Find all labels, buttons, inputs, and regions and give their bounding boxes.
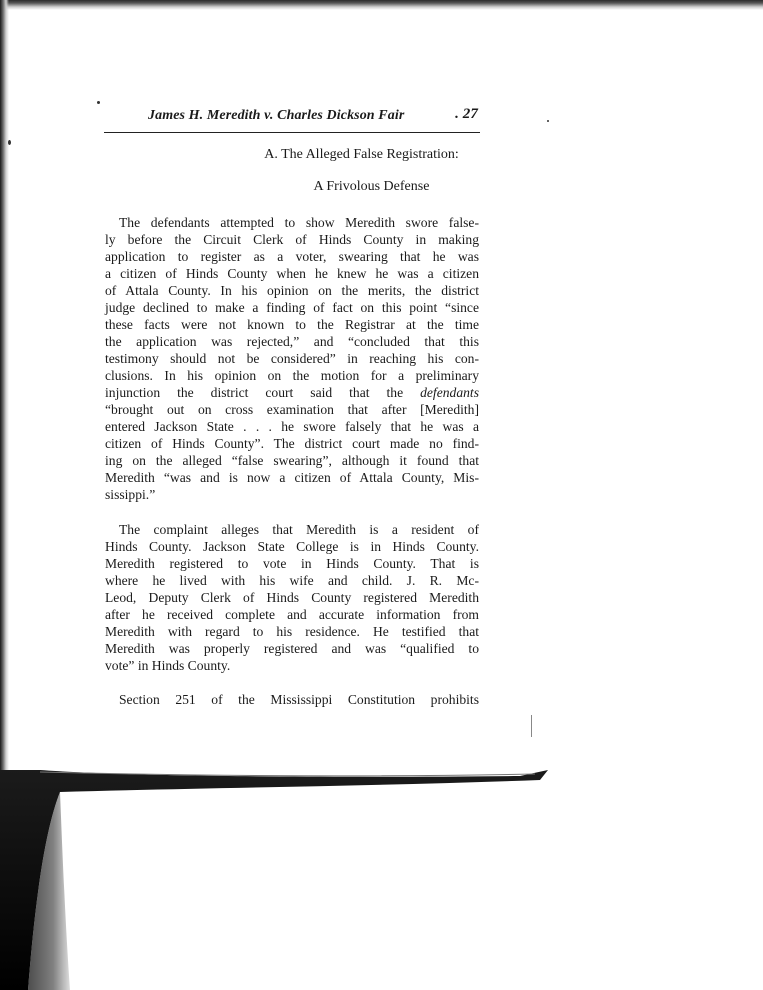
section-heading-text: A. The Alleged False Registration: [264, 147, 459, 162]
text-line: ly before the Circuit Clerk of Hinds County in making [105, 232, 479, 247]
running-header-title: James H. Meredith v. Charles Dickson Fair [148, 108, 405, 123]
scan-bottom-shadow [0, 770, 763, 990]
text-line: testimony should not be considered” in reaching his con- [105, 351, 479, 366]
scan-speck [547, 120, 549, 122]
text-line: The complaint alleges that Meredith is a resident of [119, 522, 479, 537]
text-line: Meredith was properly registered and was “qualified to [105, 641, 479, 656]
text-line-with-italic [105, 384, 479, 401]
text-line: a citizen of Hinds County when he knew he was a citizen [105, 266, 479, 281]
scan-speck [8, 140, 11, 145]
text-line: The defendants attempted to show Meredith swore false- [119, 215, 479, 230]
page-number: . 27 [455, 106, 478, 122]
text-line: Meredith with regard to his residence. He testified that [105, 624, 479, 639]
scan-left-edge [0, 0, 9, 780]
scan-speck [531, 715, 532, 737]
text-line: vote” in Hinds County. [105, 658, 231, 673]
text-line: after he received complete and accurate information from [105, 607, 479, 622]
scan-speck [97, 101, 100, 104]
text-line: sissippi.” [105, 487, 156, 502]
paragraph-false-registration [105, 214, 479, 503]
text-line: Hinds County. Jackson State College is in Hinds County. [105, 539, 479, 554]
subsection-heading-text: A Frivolous Defense [313, 179, 430, 194]
italic-word: defendants [420, 385, 479, 400]
text-line: these facts were not known to the Registrar at the time [105, 317, 479, 332]
text-line: Meredith registered to vote in Hinds County. That is [105, 556, 479, 571]
paragraph-complaint [105, 521, 479, 674]
text-line: Leod, Deputy Clerk of Hinds County registered Meredith [105, 590, 479, 605]
text-line: application to register as a voter, swearing that he was [105, 249, 479, 264]
section-heading [0, 147, 763, 163]
text-line: the application was rejected,” and “concluded that this [105, 334, 479, 349]
subsection-heading [0, 179, 763, 195]
scan-shadow-graphic [0, 770, 763, 990]
header-rule [104, 132, 480, 133]
text-line: judge declined to make a finding of fact on this point “since [105, 300, 479, 315]
text-line: clusions. In his opinion on the motion for a preliminary [105, 368, 479, 383]
paragraph-section-251 [105, 691, 479, 708]
text-line: ing on the alleged “false swearing”, although it found that [105, 453, 479, 468]
text-line: Section 251 of the Mississippi Constitution prohibits [119, 692, 479, 707]
text-fragment: injunction the district court said that the [105, 385, 404, 400]
text-line: citizen of Hinds County”. The district court made no find- [105, 436, 479, 451]
scan-top-edge [0, 0, 763, 10]
text-line: entered Jackson State . . . he swore falsely that he was a [105, 419, 479, 434]
text-line: where he lived with his wife and child. J. R. Mc- [105, 573, 479, 588]
text-line: of Attala County. In his opinion on the merits, the district [105, 283, 479, 298]
text-line: “brought out on cross examination that after [Meredith] [105, 402, 479, 417]
text-line: Meredith “was and is now a citizen of Attala County, Mis- [105, 470, 479, 485]
